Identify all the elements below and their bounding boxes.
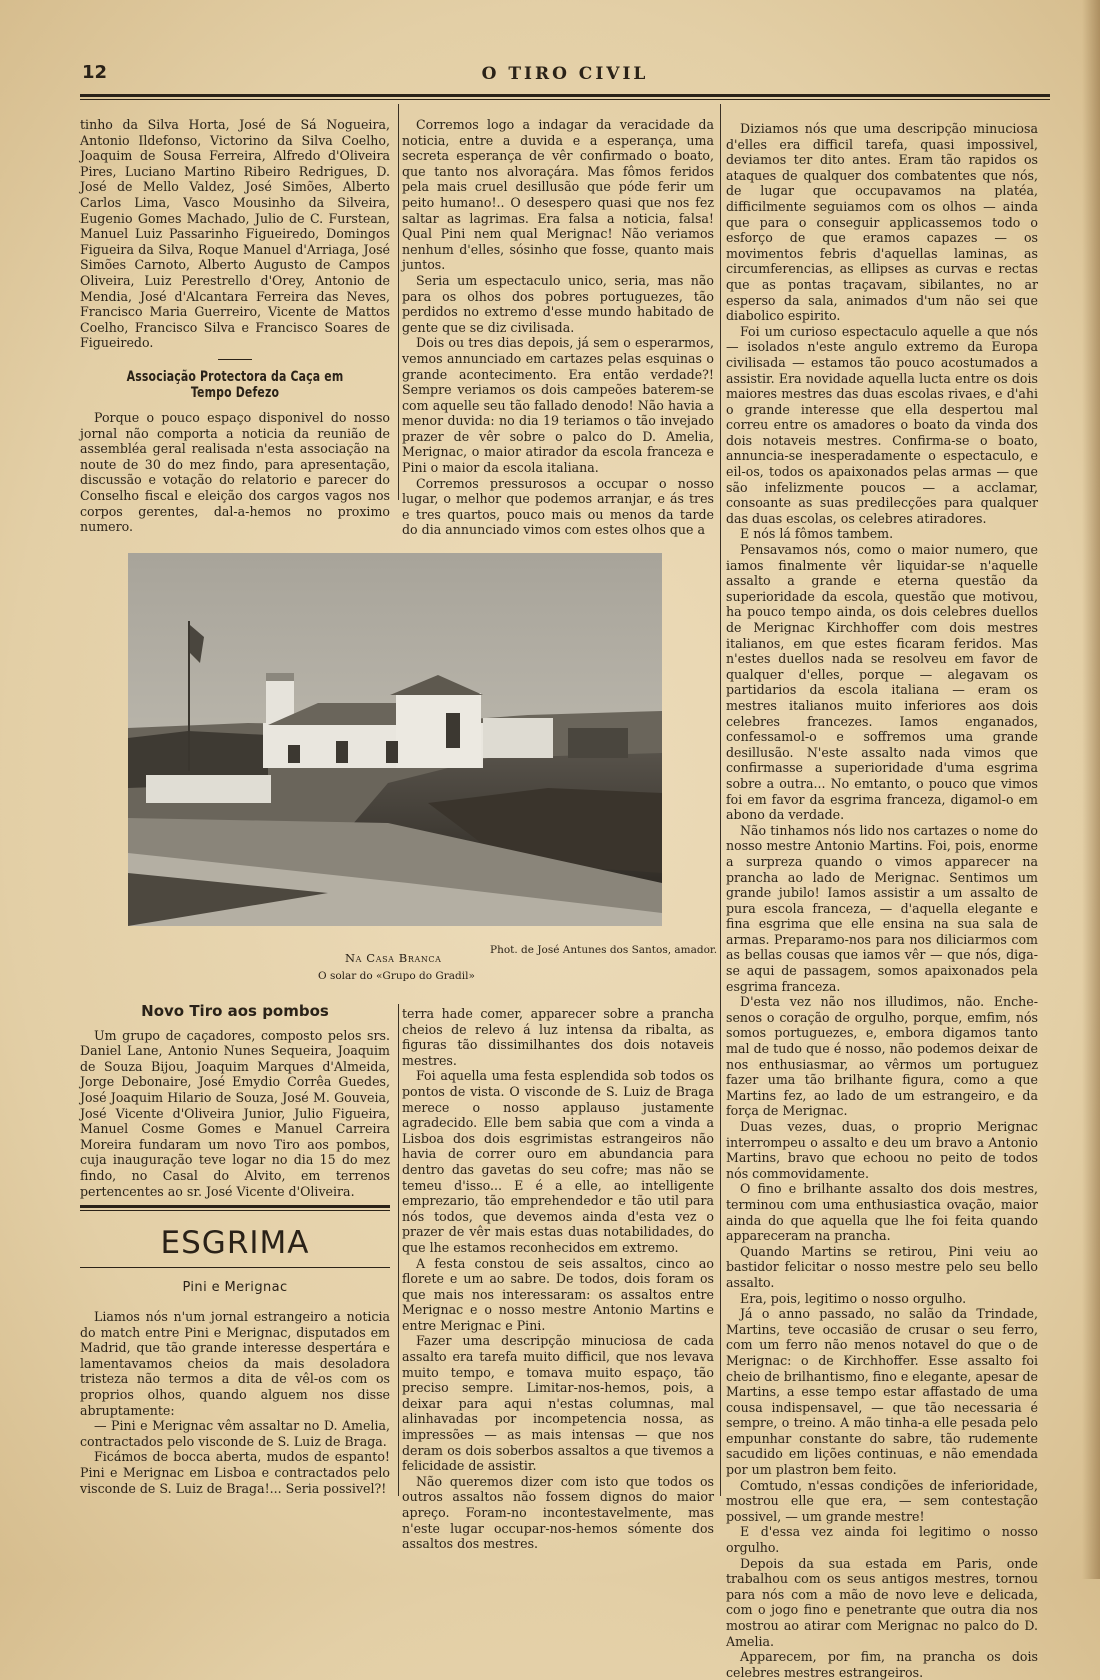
col2-top-paragraph: Dois ou tres dias depois, já sem o esperarmos, vemos annunciado em cartazes pelas esquinas o grande acontecimento. Era então verdade?! Sempre veriamos os dois campeões baterem-se com aquelle seu tão fallado denodo! Não havia a menor duvida: no dia 19 teriamos o tão invejado prazer de vêr sobre o palco do D. Amelia, Merignac, o maior atirador da escola franceza e Pini o maior da escola italiana. <box>402 335 714 476</box>
col2-top-paragraph: Corremos logo a indagar da veracidade da noticia, entre a duvida e a esperança, uma secreta esperança de vêr confirmado o boato, que tanto nos alvoraçára. Mas fômos feridos pela mais cruel desillusão que póde ferir um peito humano!.. O desespero quasi que nos fez saltar as lagrimas. Era falsa a noticia, falsa! Qual Pini nem qual Merignac! Não veriamos nenhum d'elles, sósinho que fosse, quanto mais juntos. <box>402 117 714 273</box>
esgrima-title-rule <box>80 1267 390 1268</box>
col2-bottom-paragraph: Fazer uma descripção minuciosa de cada assalto era tarefa muito difficil, que nos levava muito tempo, e tomava muito espaço, tão preciso sempre. Limitar-nos-hemos, pois, a deixar para aqui n'estas columnas, mal alinhavadas por incompetencia nossa, as impressões — as mais intensas — que nos deram os dois soberbos assaltos a que tivemos a felicidade de assistir. <box>402 1333 714 1474</box>
column-2-bottom <box>402 1006 714 1552</box>
names-list-paragraph: tinho da Silva Horta, José de Sá Nogueira, Antonio Ildefonso, Victorino da Silva Coelho, Joaquim de Sousa Ferreira, Alfredo d'Oliveira Pires, Luciano Martino Ribeiro Redrigues, D. José de Mello Valdez, José Simões, Alberto Carlos Lima, Vasco Mousinho da Silveira, Eugenio Gomes Machado, Julio de C. Furstean, Manuel Luiz Passarinho Figueiredo, Domingos Figueira da Silva, Roque Manuel d'Arriaga, José Simões Carnoto, Alberto Augusto de Campos Oliveira, Luiz Perestrello d'Orey, Antonio de Mendia, José d'Alcantara Ferreira das Neves, Francisco Maria Guerreiro, Vicente de Mattos Coelho, Francisco Silva e Francisco Soares de Figueiredo. <box>80 117 390 351</box>
column-divider-right <box>720 104 721 1496</box>
col3-paragraph: Depois da sua estada em Paris, onde trabalhou com os seus antigos mestres, tornou para nós com a mão de novo leve e delicada, com o jogo fino e penetrante que outra dia nos mostrou ao atirar com Merignac no palco do D. Amelia. <box>726 1555 1038 1649</box>
col3-paragraph: Diziamos nós que uma descripção minuciosa d'elles era difficil tarefa, quasi impossivel, deviamos ter dito antes. Eram tão rapidos os ataques de qualquer dos combatentes que nós, de lugar que occupavamos na platéa, difficilmente seguiamos com os olhos — ainda que para o conseguir applicassemos todo o esforço de que eramos capazes — os movimentos febris d'aquellas laminas, as circumferencias, as ellipses as curvas e rectas que as pontas traçavam, sibilantes, no ar esperso da sala, animados d'um não sei que diabolico espirito. <box>726 121 1038 324</box>
col3-paragraph: E d'essa vez ainda foi legitimo o nosso orgulho. <box>726 1524 1038 1556</box>
col3-paragraph: E nós lá fômos tambem. <box>740 526 894 542</box>
column-divider-left-bottom <box>398 1004 399 1496</box>
col2-top-paragraph: Corremos pressurosos a occupar o nosso lugar, o melhor que podemos arranjar, e ás tres e tres quartos, pouco mais ou menos da tarde do dia annunciado vimos com estes olhos que a <box>402 475 714 538</box>
page-header <box>80 60 1050 90</box>
esgrima-rule-thin <box>80 1210 390 1211</box>
photo-subcaption: O solar do «Grupo do Gradil» <box>318 970 475 982</box>
section-separator <box>218 359 252 360</box>
col2-top-paragraph: Seria um espectaculo unico, seria, mas não para os olhos dos pobres portuguezes, tão perdidos no extremo d'esse mundo habitado de gente que se diz civilisada. <box>402 272 714 335</box>
photo-casa-branca <box>128 553 662 926</box>
esgrima-paragraph: Ficámos de bocca aberta, mudos de espanto! Pini e Merignac em Lisboa e contractados pelo visconde de S. Luiz de Braga!... Seria possivel?! <box>80 1449 390 1496</box>
col3-paragraph: Não tinhamos nós lido nos cartazes o nome do nosso mestre Antonio Martins. Foi, pois, enorme a surpreza quando o vimos apparecer na prancha ao lado de Merignac. Sentimos um grande jubilo! Iamos assistir a um assalto de pura escola franceza, — d'aquella elegante e fina esgrima que elle ensina na sua sala de armas. Preparamo-nos para nos diliciarmos com as bellas cousas que iamos vêr — que nós, diga-se aqui de passagem, somos apaixonados pela esgrima franceza. <box>726 822 1038 994</box>
col3-paragraph: Foi um curioso espectaculo aquelle a que nós — isolados n'este angulo extremo da Europa civilisada — estamos tão pouco acostumados a assistir. Era novidade aquella lucta entre os dois maiores mestres das duas escolas rivaes, e d'ahi o grande interesse que ella despertou mal correu entre os amadores o boato da vinda dos dois notaveis mestres. Confirma-se o boato, annuncia-se inesperadamente o espectaculo, e eil-os, todos os apaixonados pelas armas — que são infelizmente poucos — a acclamar, consoante as suas predilecções para qualquer das duas escolas, os celebres atiradores. <box>726 323 1038 526</box>
associacao-heading: Associação Protectora da Caça em Tempo Defezo <box>126 368 344 401</box>
photo-caption: Na Casa Branca <box>345 951 442 965</box>
column-1-bottom <box>80 1000 390 1199</box>
associacao-body: Porque o pouco espaço disponivel do nosso jornal não comporta a noticia da reunião de assembléa geral realisada n'esta associação na noute de 30 do mez findo, para apresentação, discussão e votação do relatorio e parecer do Conselho fiscal e eleição dos cargos vagos nos corpos gerentes, dal-a-hemos no proximo numero. <box>80 410 390 535</box>
col3-paragraph: Quando Martins se retirou, Pini veiu ao bastidor felicitar o nosso mestre pelo seu bello assalto. <box>726 1243 1038 1290</box>
col3-paragraph: Comtudo, n'essas condições de inferioridade, mostrou elle que era, — sem contestação possivel, — um grande mestre! <box>726 1477 1038 1524</box>
col3-paragraph: Pensavamos nós, como o maior numero, que iamos finalmente vêr liquidar-se n'aquelle assalto a grande e eterna questão da superioridade da escola, questão que motivou, ha pouco tempo ainda, os dois celebres duellos de Merignac Kirchhoffer com dois mestres italianos, em que estes ficaram feridos. Mas n'estes duellos nada se resolveu em favor de qualquer d'elles, porque — alegavam os partidarios da escola italiana — eram os mestres italianos muito inferiores aos dois celebres francezes. Iamos enganados, confessamol-o e soffremos uma grande desillusão. N'este assalto nada vimos que confirmasse a superioridade d'uma esgrima sobre a outra... No emtanto, o pouco que vimos foi em favor da esgrima franceza, digamol-o em abono da verdade. <box>726 542 1038 823</box>
col3-paragraph: Apparecem, por fim, na prancha os dois celebres mestres estrangeiros. <box>726 1649 1038 1680</box>
esgrima-rule-thick <box>80 1205 390 1208</box>
page-edge-shadow <box>1082 0 1100 1579</box>
esgrima-section <box>80 1205 390 1496</box>
col3-paragraph: D'esta vez não nos illudimos, não. Enche-senos o coração de orgulho, porque, emfim, nós somos portuguezes, e, embora digamos tanto mal de tudo que é nosso, não podemos deixar de nos enthusiasmar, ao vêrmos um portuguez fazer uma tão brilhante figura, como a que Martins fez, ao lado de um estrangeiro, e da força de Merignac. <box>726 994 1038 1119</box>
col2-bottom-paragraph: A festa constou de seis assaltos, cinco ao florete e um ao sabre. De todos, dois foram os que mais nos interessaram: os assaltos entre Merignac e o nosso mestre Antonio Martins e entre Merignac e Pini. <box>402 1255 714 1333</box>
esgrima-body <box>80 1309 390 1496</box>
photo-illustration <box>128 553 662 926</box>
esgrima-paragraph: — Pini e Merignac vêm assaltar no D. Amelia, contractados pelo visconde de S. Luiz de Braga. <box>80 1418 390 1449</box>
header-rule-thick <box>80 94 1050 97</box>
column-1-top <box>80 117 390 535</box>
column-divider-left-top <box>398 104 399 500</box>
col3-paragraph: Duas vezes, duas, o proprio Merignac interrompeu o assalto e deu um bravo a Antonio Martins, bravo que echoou no peito de todos nós commovidamente. <box>726 1119 1038 1181</box>
column-2-top <box>402 117 714 538</box>
page-number: 12 <box>82 62 108 83</box>
col2-bottom-paragraph: Foi aquella uma festa esplendida sob todos os pontos de vista. O visconde de S. Luiz de Braga merece o nosso applauso justamente agradecido. Elle bem sabia que com a vinda a Lisboa dos dois esgrimistas estrangeiros não havia de correr ouro em abundancia para dentro das gavetas do seu cofre; mas não se temeu d'isso... E é a elle, ao intelligente emprezario, tão emprehendedor e tão util para nós todos, que devemos ainda d'esta vez o prazer de vêr mais estas duas notabilidades, do que lhe estamos reconhecidos em extremo. <box>402 1068 714 1255</box>
esgrima-paragraph: Liamos nós n'um jornal estrangeiro a noticia do match entre Pini e Merignac, disputados em Madrid, que tão grande interesse despertára e lamentavamos cheios da mais desoladora tristeza não termos a dita de vêl-os com os proprios olhos, quando alguem nos disse abruptamente: <box>80 1309 390 1418</box>
column-3 <box>726 121 1038 1680</box>
col3-paragraph: O fino e brilhante assalto dos dois mestres, terminou com uma enthusiastica ovação, maior ainda do que aquella que lhe foi feita quando appareceram na prancha. <box>726 1181 1038 1244</box>
col3-paragraph: Já o anno passado, no salão da Trindade, Martins, teve occasião de crusar o seu ferro, com um ferro não menos notavel do que o de Merignac: o de Kirchhoffer. Esse assalto foi cheio de brilhantismo, fino e elegante, apesar de Martins, a esse tempo estar affastado de uma cousa indispensavel, — que tão necessaria é sempre, o treino. A mão tinha-a elle pesada pelo empunhar constante do sabre, tão rudemente sacudido em lições continuas, e não emendada por um plastron bem feito. <box>726 1306 1038 1478</box>
col3-paragraph: Era, pois, legitimo o nosso orgulho. <box>740 1290 967 1306</box>
col2-bottom-paragraph: terra hade comer, apparecer sobre a prancha cheios de relevo á luz intensa da ribalta, as figuras tão dissimilhantes dos dois notaveis mestres. <box>402 1006 714 1068</box>
header-rule-thin <box>80 99 1050 100</box>
esgrima-subtitle: Pini e Merignac <box>182 1280 288 1295</box>
novo-tiro-body: Um grupo de caçadores, composto pelos srs. Daniel Lane, Antonio Nunes Sequeira, Joaquim de Souza Bijou, Joaquim Marques d'Almeida, Jorge Debonaire, José Emydio Corrêa Guedes, José Joaquim Hilario de Souza, José M. Gouveia, José Vicente d'Oliveira Junior, Julio Figueira, Manuel Cosme Gomes e Manuel Carreira Moreira fundaram um novo Tiro aos pombos, cuja inauguração teve logar no dia 15 do mez findo, no Casal do Alvito, em terrenos pertencentes ao sr. José Vicente d'Oliveira. <box>80 1027 390 1199</box>
masthead-title: O TIRO CIVIL <box>481 64 649 84</box>
photo-credit: Phot. de José Antunes dos Santos, amador. <box>490 944 718 956</box>
novo-tiro-heading: Novo Tiro aos pombos <box>141 1002 329 1020</box>
esgrima-title: ESGRIMA <box>160 1225 310 1261</box>
col2-bottom-paragraph: Não queremos dizer com isto que todos os outros assaltos não fossem dignos do maior apreço. Foram-no incontestavelmente, mas n'este lugar occupar-nos-hemos sómente dos assaltos dos mestres. <box>402 1473 714 1552</box>
